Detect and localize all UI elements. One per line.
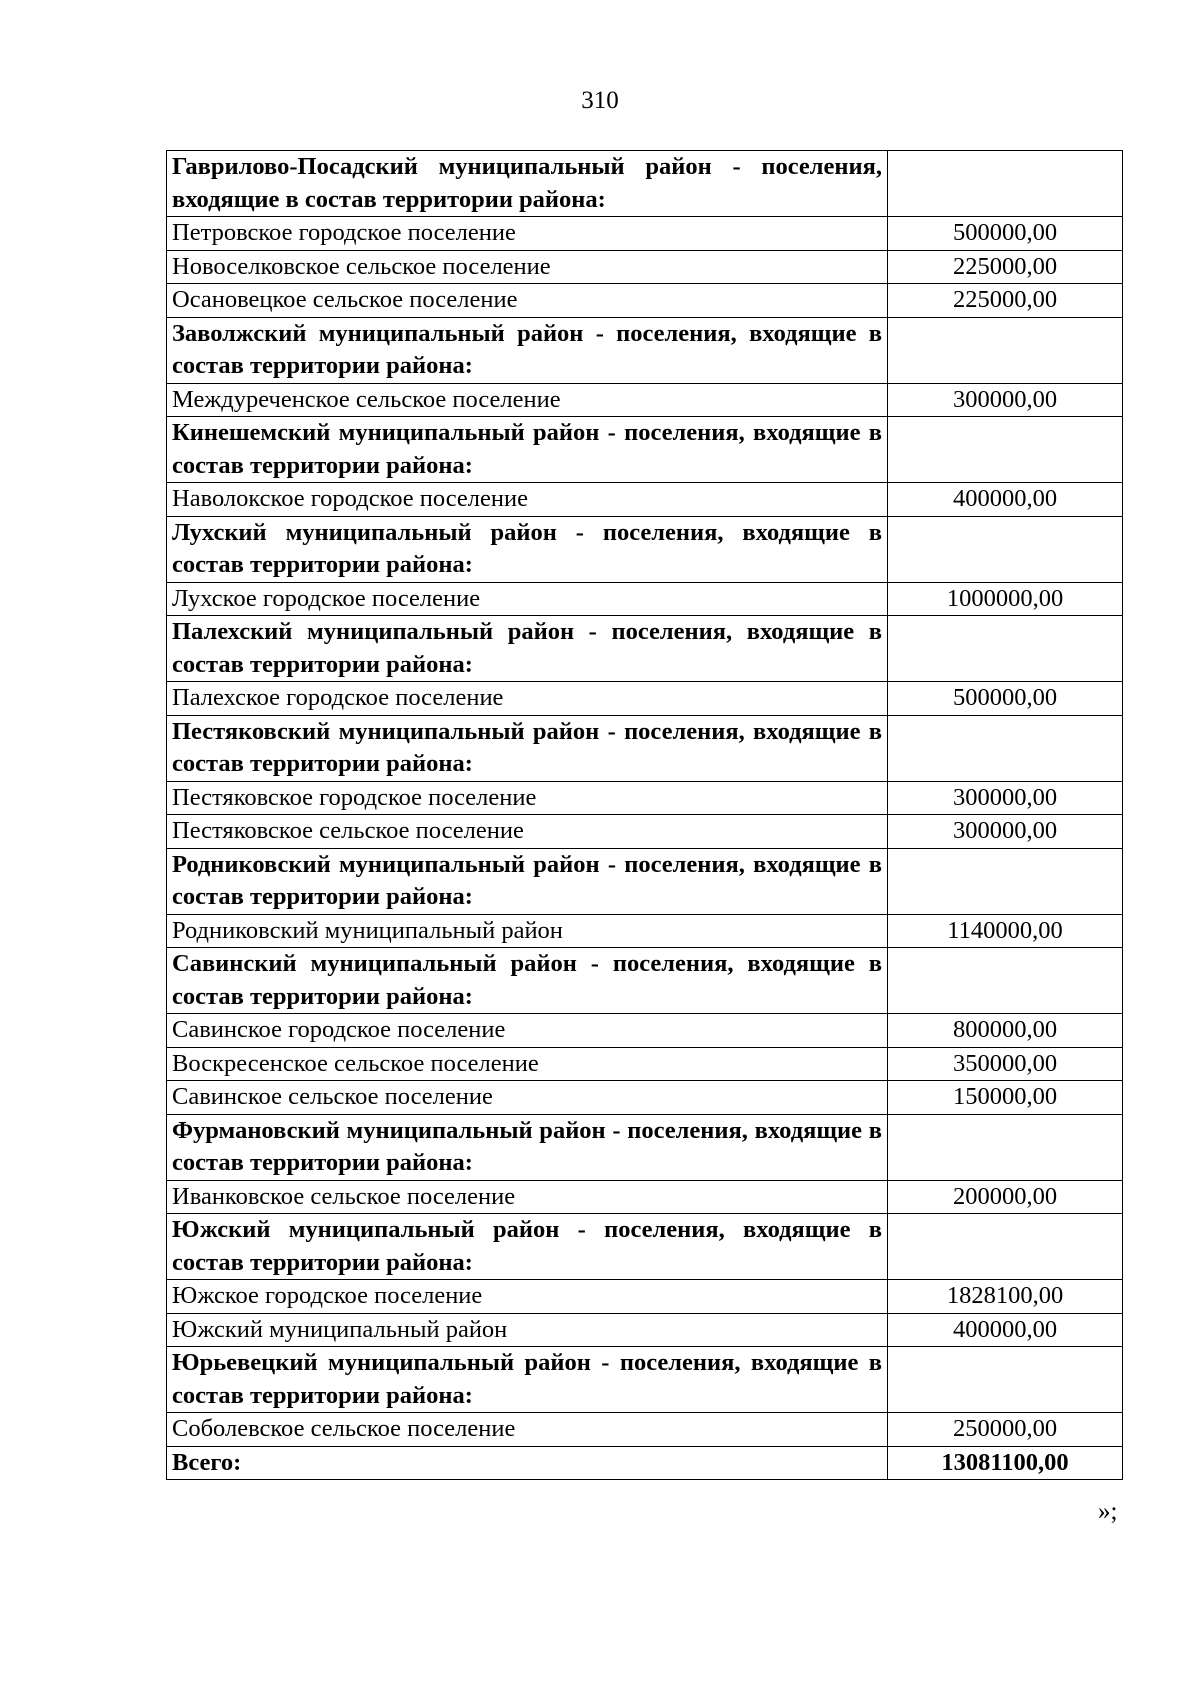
- table-row: [167, 383, 1123, 417]
- settlement-name: Лухское городское поселение: [167, 582, 888, 616]
- district-heading: Юрьевецкий муниципальный район - поселения, входящие в состав территории района:: [167, 1347, 888, 1413]
- district-heading: Палехский муниципальный район - поселения, входящие в состав территории района:: [167, 616, 888, 682]
- settlement-name: Пестяковское городское поселение: [167, 781, 888, 815]
- table-row-total: [167, 1446, 1123, 1480]
- row-value: [888, 616, 1123, 682]
- row-value: 300000,00: [888, 781, 1123, 815]
- row-value: 500000,00: [888, 682, 1123, 716]
- district-heading: Савинский муниципальный район - поселения, входящие в состав территории района:: [167, 948, 888, 1014]
- table-row: [167, 1180, 1123, 1214]
- table-row-heading: [167, 1347, 1123, 1413]
- table-row: [167, 1413, 1123, 1447]
- settlement-name: Воскресенское сельское поселение: [167, 1047, 888, 1081]
- row-value: 1140000,00: [888, 914, 1123, 948]
- row-value: [888, 417, 1123, 483]
- settlement-name: Родниковский муниципальный район: [167, 914, 888, 948]
- row-value: [888, 948, 1123, 1014]
- row-value: 400000,00: [888, 1313, 1123, 1347]
- settlement-name: Петровское городское поселение: [167, 217, 888, 251]
- settlement-name: Южский муниципальный район: [167, 1313, 888, 1347]
- table-row: [167, 1280, 1123, 1314]
- row-value: 1828100,00: [888, 1280, 1123, 1314]
- district-heading: Родниковский муниципальный район - поселения, входящие в состав территории района:: [167, 848, 888, 914]
- settlement-name: Соболевское сельское поселение: [167, 1413, 888, 1447]
- row-value: [888, 516, 1123, 582]
- table-row-heading: [167, 848, 1123, 914]
- table-row-heading: [167, 1114, 1123, 1180]
- page-number: 310: [581, 87, 619, 114]
- row-value: 1000000,00: [888, 582, 1123, 616]
- row-value: [888, 1347, 1123, 1413]
- table-row: [167, 1047, 1123, 1081]
- table-row: [167, 781, 1123, 815]
- table-row-heading: [167, 516, 1123, 582]
- table-row: [167, 217, 1123, 251]
- row-value: 300000,00: [888, 383, 1123, 417]
- table-row: [167, 250, 1123, 284]
- table-row-heading: [167, 151, 1123, 217]
- table-body: [167, 151, 1123, 1480]
- row-value: 300000,00: [888, 815, 1123, 849]
- table-row: [167, 815, 1123, 849]
- row-value: 350000,00: [888, 1047, 1123, 1081]
- settlement-name: Междуреченское сельское поселение: [167, 383, 888, 417]
- settlement-name: Савинское городское поселение: [167, 1014, 888, 1048]
- table-row: [167, 914, 1123, 948]
- row-value: 800000,00: [888, 1014, 1123, 1048]
- total-label: Всего:: [167, 1446, 888, 1480]
- row-value: 200000,00: [888, 1180, 1123, 1214]
- settlement-name: Осановецкое сельское поселение: [167, 284, 888, 318]
- settlement-name: Наволокское городское поселение: [167, 483, 888, 517]
- row-value: 400000,00: [888, 483, 1123, 517]
- district-heading: Пестяковский муниципальный район - поселения, входящие в состав территории района:: [167, 715, 888, 781]
- district-heading: Заволжский муниципальный район - поселения, входящие в состав территории района:: [167, 317, 888, 383]
- table-row-heading: [167, 715, 1123, 781]
- table-row-heading: [167, 417, 1123, 483]
- settlement-name: Палехское городское поселение: [167, 682, 888, 716]
- table-row: [167, 1081, 1123, 1115]
- table-row: [167, 682, 1123, 716]
- row-value: 225000,00: [888, 250, 1123, 284]
- allocation-table: [166, 150, 1123, 1480]
- district-heading: Кинешемский муниципальный район - поселения, входящие в состав территории района:: [167, 417, 888, 483]
- row-value: 250000,00: [888, 1413, 1123, 1447]
- table-row: [167, 582, 1123, 616]
- row-value: 150000,00: [888, 1081, 1123, 1115]
- table-row-heading: [167, 317, 1123, 383]
- table-row-heading: [167, 1214, 1123, 1280]
- row-value: [888, 848, 1123, 914]
- settlement-name: Иванковское сельское поселение: [167, 1180, 888, 1214]
- settlement-name: Савинское сельское поселение: [167, 1081, 888, 1115]
- row-value: [888, 317, 1123, 383]
- row-value: [888, 1114, 1123, 1180]
- total-value: 13081100,00: [888, 1446, 1123, 1480]
- district-heading: Гаврилово-Посадский муниципальный район - поселения, входящие в состав территории района:: [167, 151, 888, 217]
- row-value: [888, 151, 1123, 217]
- table-row: [167, 1014, 1123, 1048]
- table-row: [167, 1313, 1123, 1347]
- settlement-name: Южское городское поселение: [167, 1280, 888, 1314]
- settlement-name: Новоселковское сельское поселение: [167, 250, 888, 284]
- district-heading: Южский муниципальный район - поселения, входящие в состав территории района:: [167, 1214, 888, 1280]
- district-heading: Фурмановский муниципальный район - поселения, входящие в состав территории района:: [167, 1114, 888, 1180]
- row-value: 500000,00: [888, 217, 1123, 251]
- closing-quote-mark: »;: [1098, 1498, 1118, 1525]
- table-row-heading: [167, 948, 1123, 1014]
- row-value: 225000,00: [888, 284, 1123, 318]
- table-row-heading: [167, 616, 1123, 682]
- district-heading: Лухский муниципальный район - поселения, входящие в состав территории района:: [167, 516, 888, 582]
- row-value: [888, 1214, 1123, 1280]
- table-row: [167, 284, 1123, 318]
- settlement-name: Пестяковское сельское поселение: [167, 815, 888, 849]
- table-row: [167, 483, 1123, 517]
- row-value: [888, 715, 1123, 781]
